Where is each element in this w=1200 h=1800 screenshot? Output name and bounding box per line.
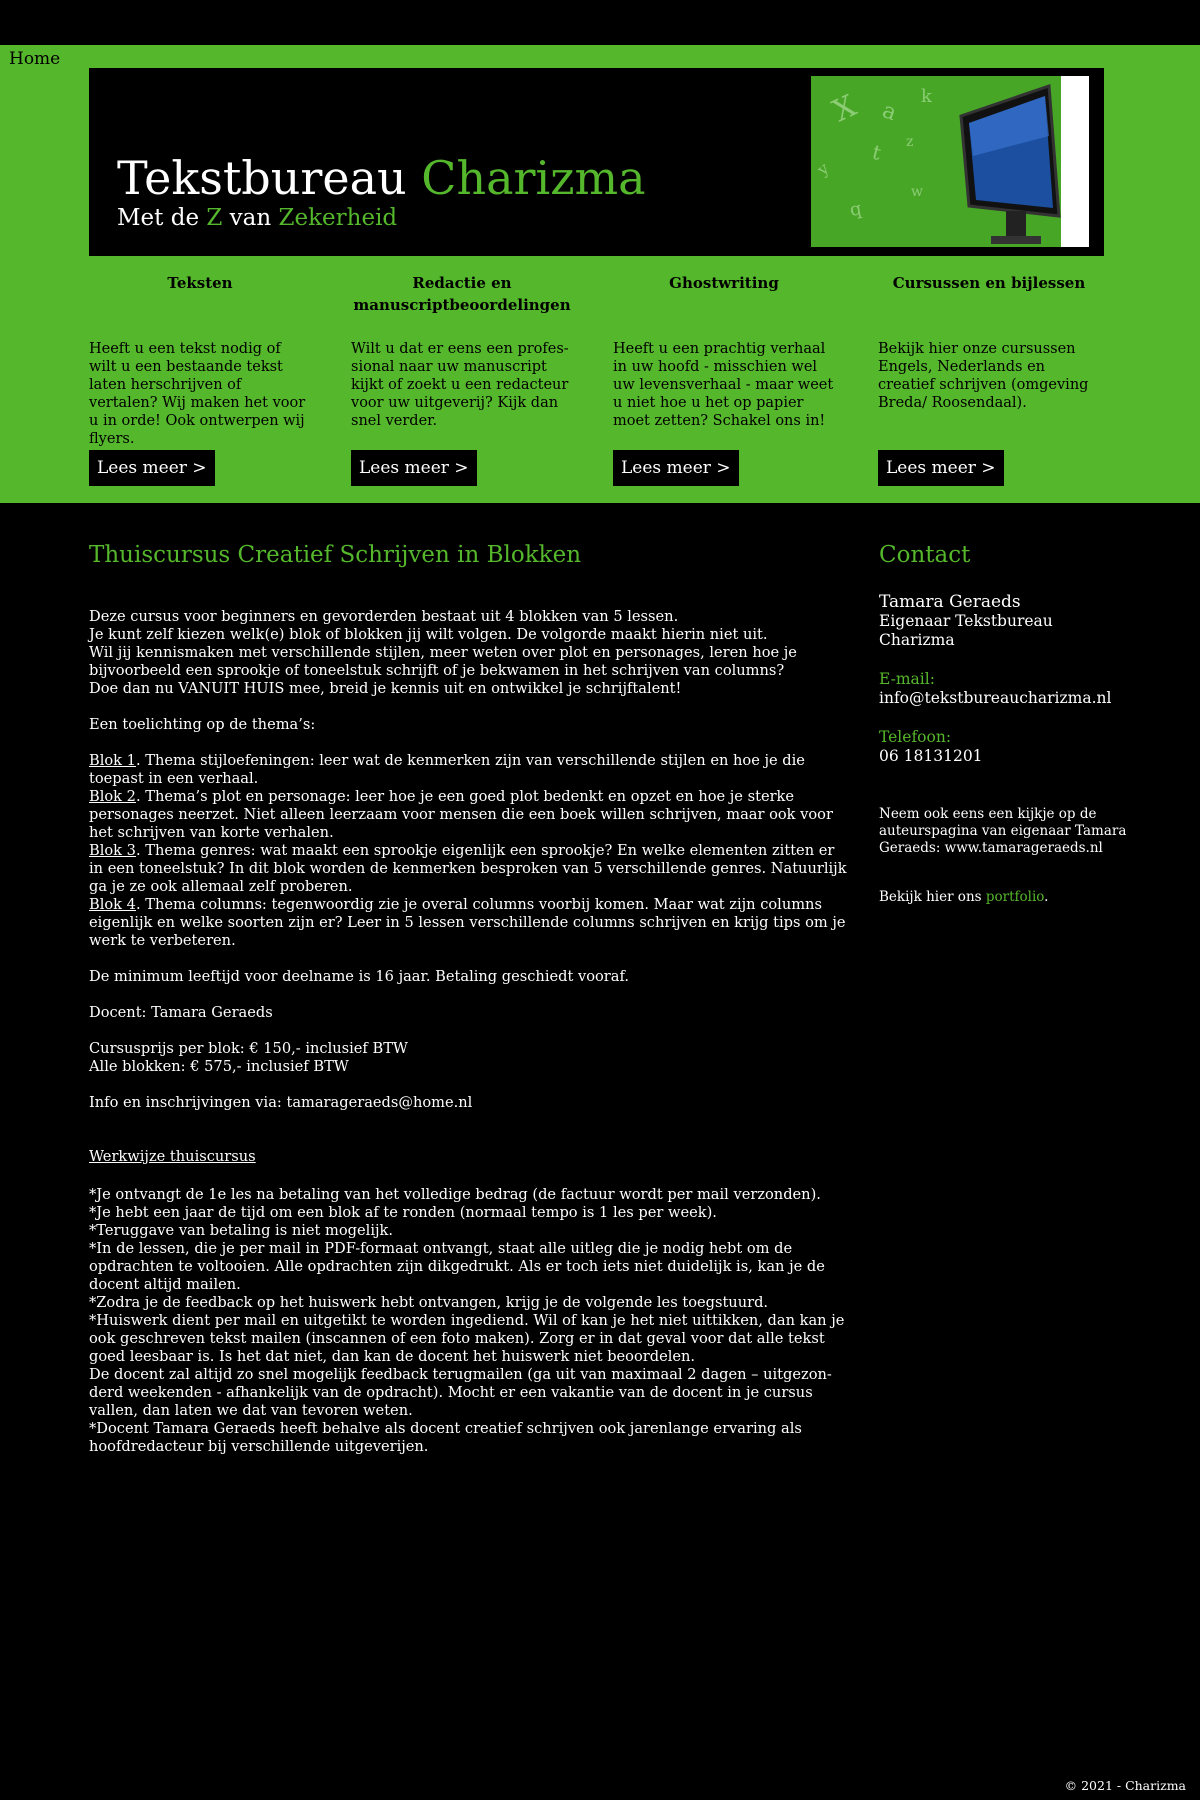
intro-line: Je kunt zelf kiezen welk(e) blok of blokken jij wilt volgen. De volgorde maakt hierin niet uit.: [89, 626, 768, 643]
block-text: . Thema columns: tegenwoordig zie je overal columns voorbij komen. Maar wat zijn columns eigenlijk en welke soorten zijn er? Leer in 5 lessen verschillende columns schrijven en krijg tips om je werk te verbeteren.: [89, 896, 846, 949]
service-text: Heeft u een tekst nodig of wilt u een bestaande tekst laten herschrijven of vertalen? Wij maken het voor u in orde! Ook ontwerpen wij flyers.: [89, 341, 306, 447]
blocks-list: [89, 752, 849, 950]
contact-sidebar: [879, 540, 1179, 906]
block-label: Blok 4: [89, 896, 136, 913]
email-address[interactable]: info@tekstbureaucharizma.nl: [879, 689, 1112, 707]
phone-number: 06 18131201: [879, 747, 983, 765]
brand-tagline: [117, 204, 397, 232]
site-header: [89, 68, 1104, 256]
svg-text:t: t: [869, 139, 884, 165]
svg-text:w: w: [911, 184, 923, 200]
service-text: Wilt u dat er eens een profes-sional naar uw manuscript kijkt of zoekt u een redacteur voor uw uitgeverij? Kijk dan snel verder.: [351, 341, 569, 429]
block-label: Blok 2: [89, 788, 136, 805]
block-label: Blok 1: [89, 752, 136, 769]
monitor-hero-image: [811, 76, 1089, 247]
service-text: Heeft u een prachtig verhaal in uw hoofd - misschien wel uw levensverhaal - maar weet u niet hoe u het op papier moet zetten? Schakel ons in!: [613, 341, 834, 429]
svg-text:z: z: [906, 134, 914, 150]
method-item: *Docent Tamara Geraeds heeft behalve als docent creatief schrijven ook jarenlange ervaring als hoofdredacteur bij verschillende uitgeverijen.: [89, 1420, 802, 1455]
service-redactie: [351, 272, 573, 478]
method-item: *Huiswerk dient per mail en uitgetikt te worden ingediend. Wil of kan je het niet uittikken, dan kan je ook geschreven tekst mailen (inscannen of een foto maken). Zorg er in dat geval voor dat alle tekst goed leesbaar is. Is het dat niet, dan kan de docent het huiswerk niet beoordelen.: [89, 1312, 845, 1365]
price-info: [89, 1040, 849, 1076]
nav-home-link[interactable]: Home: [9, 49, 61, 69]
svg-text:q: q: [848, 198, 864, 221]
page-title: Thuiscursus Creatief Schrijven in Blokken: [89, 542, 582, 568]
monitor-illustration: [811, 76, 1089, 247]
read-more-button[interactable]: Lees meer >: [351, 450, 477, 486]
footer-copyright: © 2021 - Charizma: [1064, 1778, 1186, 1793]
contact-title: Contact: [879, 542, 971, 568]
svg-text:y: y: [813, 158, 833, 180]
service-title: Cursussen en bijlessen: [892, 274, 1086, 292]
service-cursussen: [878, 272, 1100, 478]
method-item: *Teruggave van betaling is niet mogelijk.: [89, 1222, 394, 1239]
intro-line: Wil jij kennismaken met verschillende stijlen, meer weten over plot en personages, leren hoe je bijvoorbeeld een sprookje of toneelstuk schrijft of je bekwamen in het schrijven van columns?: [89, 644, 797, 679]
svg-text:X: X: [827, 88, 862, 130]
themes-intro: Een toelichting op de thema’s:: [89, 716, 316, 733]
portfolio-text: Bekijk hier ons: [879, 889, 986, 905]
method-item: *Je hebt een jaar de tijd om een blok af te ronden (normaal tempo is 1 les per week).: [89, 1204, 717, 1221]
service-title: Redactie en manuscriptbeoordelingen: [353, 274, 571, 314]
tagline-part-2: van: [222, 205, 279, 231]
contact-role-company: Charizma: [879, 631, 955, 649]
signup-info: Info en inschrijvingen via: tamarageraeds@home.nl: [89, 1094, 473, 1111]
svg-text:a: a: [878, 98, 900, 127]
main-content: [89, 540, 849, 1474]
contact-role: Eigenaar Tekstbureau: [879, 612, 1053, 630]
teacher-info: Docent: Tamara Geraeds: [89, 1004, 273, 1021]
age-info: De minimum leeftijd voor deelname is 16 jaar. Betaling geschiedt vooraf.: [89, 968, 629, 985]
block-text: . Thema’s plot en personage: leer hoe je een goed plot bedenkt en opzet en hoe je sterke personages neerzet. Niet alleen leerzaam voor mensen die een boek willen schrijven, maar ook voor het schrijven van korte verhalen.: [89, 788, 833, 841]
top-bar: [0, 0, 1200, 45]
service-title: Ghostwriting: [669, 274, 779, 292]
portfolio-note: [879, 889, 1179, 906]
intro-line: Doe dan nu VANUIT HUIS mee, breid je kennis uit en ontwikkel je schrijftalent!: [89, 680, 682, 697]
read-more-button[interactable]: Lees meer >: [613, 450, 739, 486]
tagline-accent: Zekerheid: [278, 205, 398, 231]
tagline-part-1: Met de: [117, 205, 207, 231]
method-item: De docent zal altijd zo snel mogelijk feedback terugmailen (ga uit van maximaal 2 dagen – uitgezon-derd weekenden - afhankelijk van de opdracht). Mocht er een vakantie van de docent in je cursus vallen, dan laten we dat van tevoren weten.: [89, 1366, 832, 1419]
method-item: *In de lessen, die je per mail in PDF-formaat ontvangt, staat alle uitleg die je nodig hebt om de opdrachten te voltooien. Alle opdrachten zijn dikgedrukt. Als er toch iets niet duidelijk is, kan je de docent altijd mailen.: [89, 1240, 825, 1293]
service-teksten: [89, 272, 311, 478]
method-title: Werkwijze thuiscursus: [89, 1148, 256, 1165]
read-more-button[interactable]: Lees meer >: [89, 450, 215, 486]
service-text: Bekijk hier onze cursussen Engels, Nederlands en creatief schrijven (omgeving Breda/ Roosendaal).: [878, 341, 1089, 411]
portfolio-period: .: [1044, 889, 1049, 905]
service-title: Teksten: [167, 274, 233, 292]
intro-line: Deze cursus voor beginners en gevorderden bestaat uit 4 blokken van 5 lessen.: [89, 608, 679, 625]
price-all-blocks: Alle blokken: € 575,- inclusief BTW: [89, 1058, 349, 1075]
block-text: . Thema stijloefeningen: leer wat de kenmerken zijn van verschillende stijlen en hoe je die toepast in een verhaal.: [89, 752, 805, 787]
method-item: *Zodra je de feedback op het huiswerk hebt ontvangen, krijg je de volgende les toegstuurd.: [89, 1294, 769, 1311]
method-list: [89, 1186, 849, 1456]
brand-title-accent: Charizma: [421, 151, 646, 205]
block-label: Blok 3: [89, 842, 136, 859]
tagline-z: Z: [206, 205, 223, 231]
brand-title: [117, 153, 646, 203]
contact-name: Tamara Geraeds: [879, 592, 1021, 612]
author-page-note: Neem ook eens een kijkje op de auteurspagina van eigenaar Tamara Geraeds: www.tamarageraeds.nl: [879, 806, 1127, 856]
brand-title-text: Tekstbureau: [117, 151, 422, 205]
portfolio-link[interactable]: portfolio: [985, 889, 1045, 905]
email-label: E-mail:: [879, 670, 935, 688]
method-item: *Je ontvangt de 1e les na betaling van het volledige bedrag (de factuur wordt per mail verzonden).: [89, 1186, 821, 1203]
svg-text:k: k: [921, 86, 932, 107]
intro-paragraph: [89, 608, 849, 698]
service-ghostwriting: [613, 272, 835, 478]
block-text: . Thema genres: wat maakt een sprookje eigenlijk een sprookje? En welke elementen zitten er in een toneelstuk? In dit blok worden de kenmerken besproken van 5 verschillende genres. Natuurlijk ga je ze ook allemaal zelf proberen.: [89, 842, 847, 895]
phone-label: Telefoon:: [879, 728, 952, 746]
price-per-block: Cursusprijs per blok: € 150,- inclusief BTW: [89, 1040, 408, 1057]
read-more-button[interactable]: Lees meer >: [878, 450, 1004, 486]
